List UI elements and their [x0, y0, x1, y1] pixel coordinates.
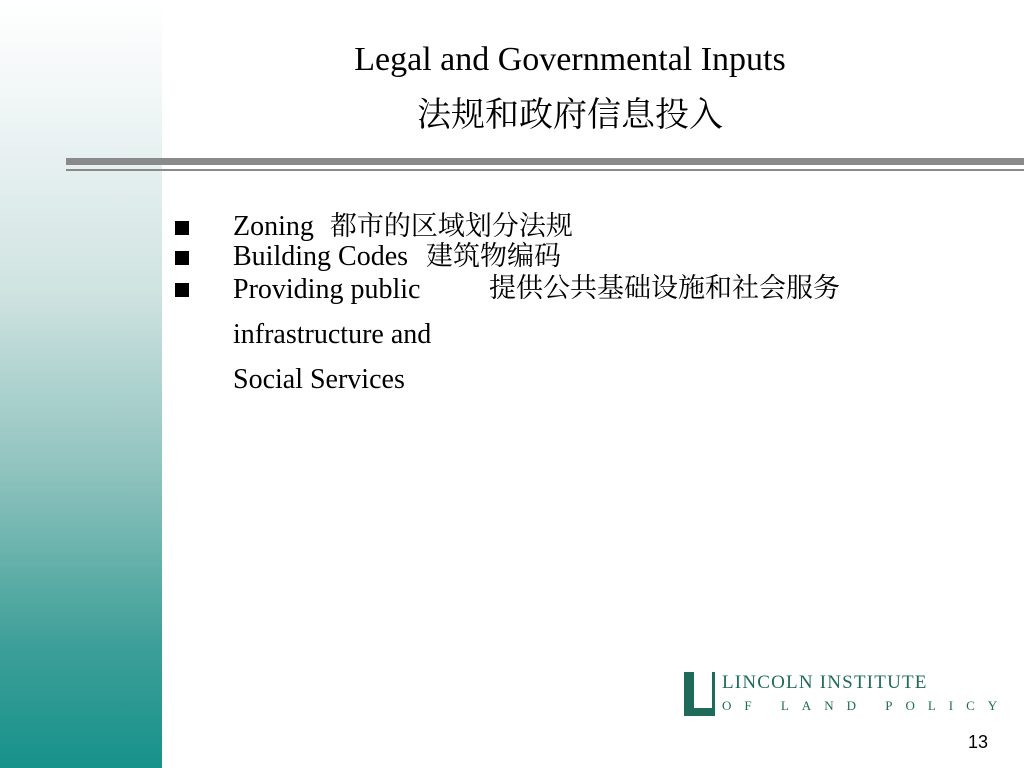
- title-divider-thick: [66, 158, 1024, 165]
- bullet-english-line: infrastructure and: [233, 319, 432, 350]
- bullet-english-multiline: [233, 267, 493, 402]
- logo-text-line1: LINCOLN INSTITUTE: [722, 672, 928, 693]
- side-gradient-band: [0, 0, 162, 768]
- logo-text-line2: OF LAND POLICY: [722, 698, 1011, 713]
- bullet-english-line: Social Services: [233, 364, 405, 395]
- title-divider-thin: [66, 169, 1024, 171]
- bullet-english-text: Building Codes: [233, 241, 409, 272]
- square-bullet-icon: [175, 251, 189, 265]
- bullet-chinese-text: 都市的区域划分法规: [329, 211, 573, 242]
- square-bullet-icon: [175, 283, 189, 297]
- slide-title-english: Legal and Governmental Inputs: [354, 41, 786, 78]
- bullet-chinese-text: 建筑物编码: [426, 241, 562, 272]
- bullet-english-line: Providing public: [233, 274, 421, 305]
- logo-l-icon: [682, 672, 718, 716]
- title-block: [170, 38, 970, 138]
- bullet-english-text: Zoning: [233, 211, 314, 242]
- square-bullet-icon: [175, 221, 189, 235]
- page-number: 13: [967, 732, 988, 752]
- slide-title-chinese: 法规和政府信息投入: [417, 95, 723, 135]
- lincoln-institute-logo: [682, 670, 1011, 720]
- bullet-chinese-text: 提供公共基础设施和社会服务: [489, 273, 840, 304]
